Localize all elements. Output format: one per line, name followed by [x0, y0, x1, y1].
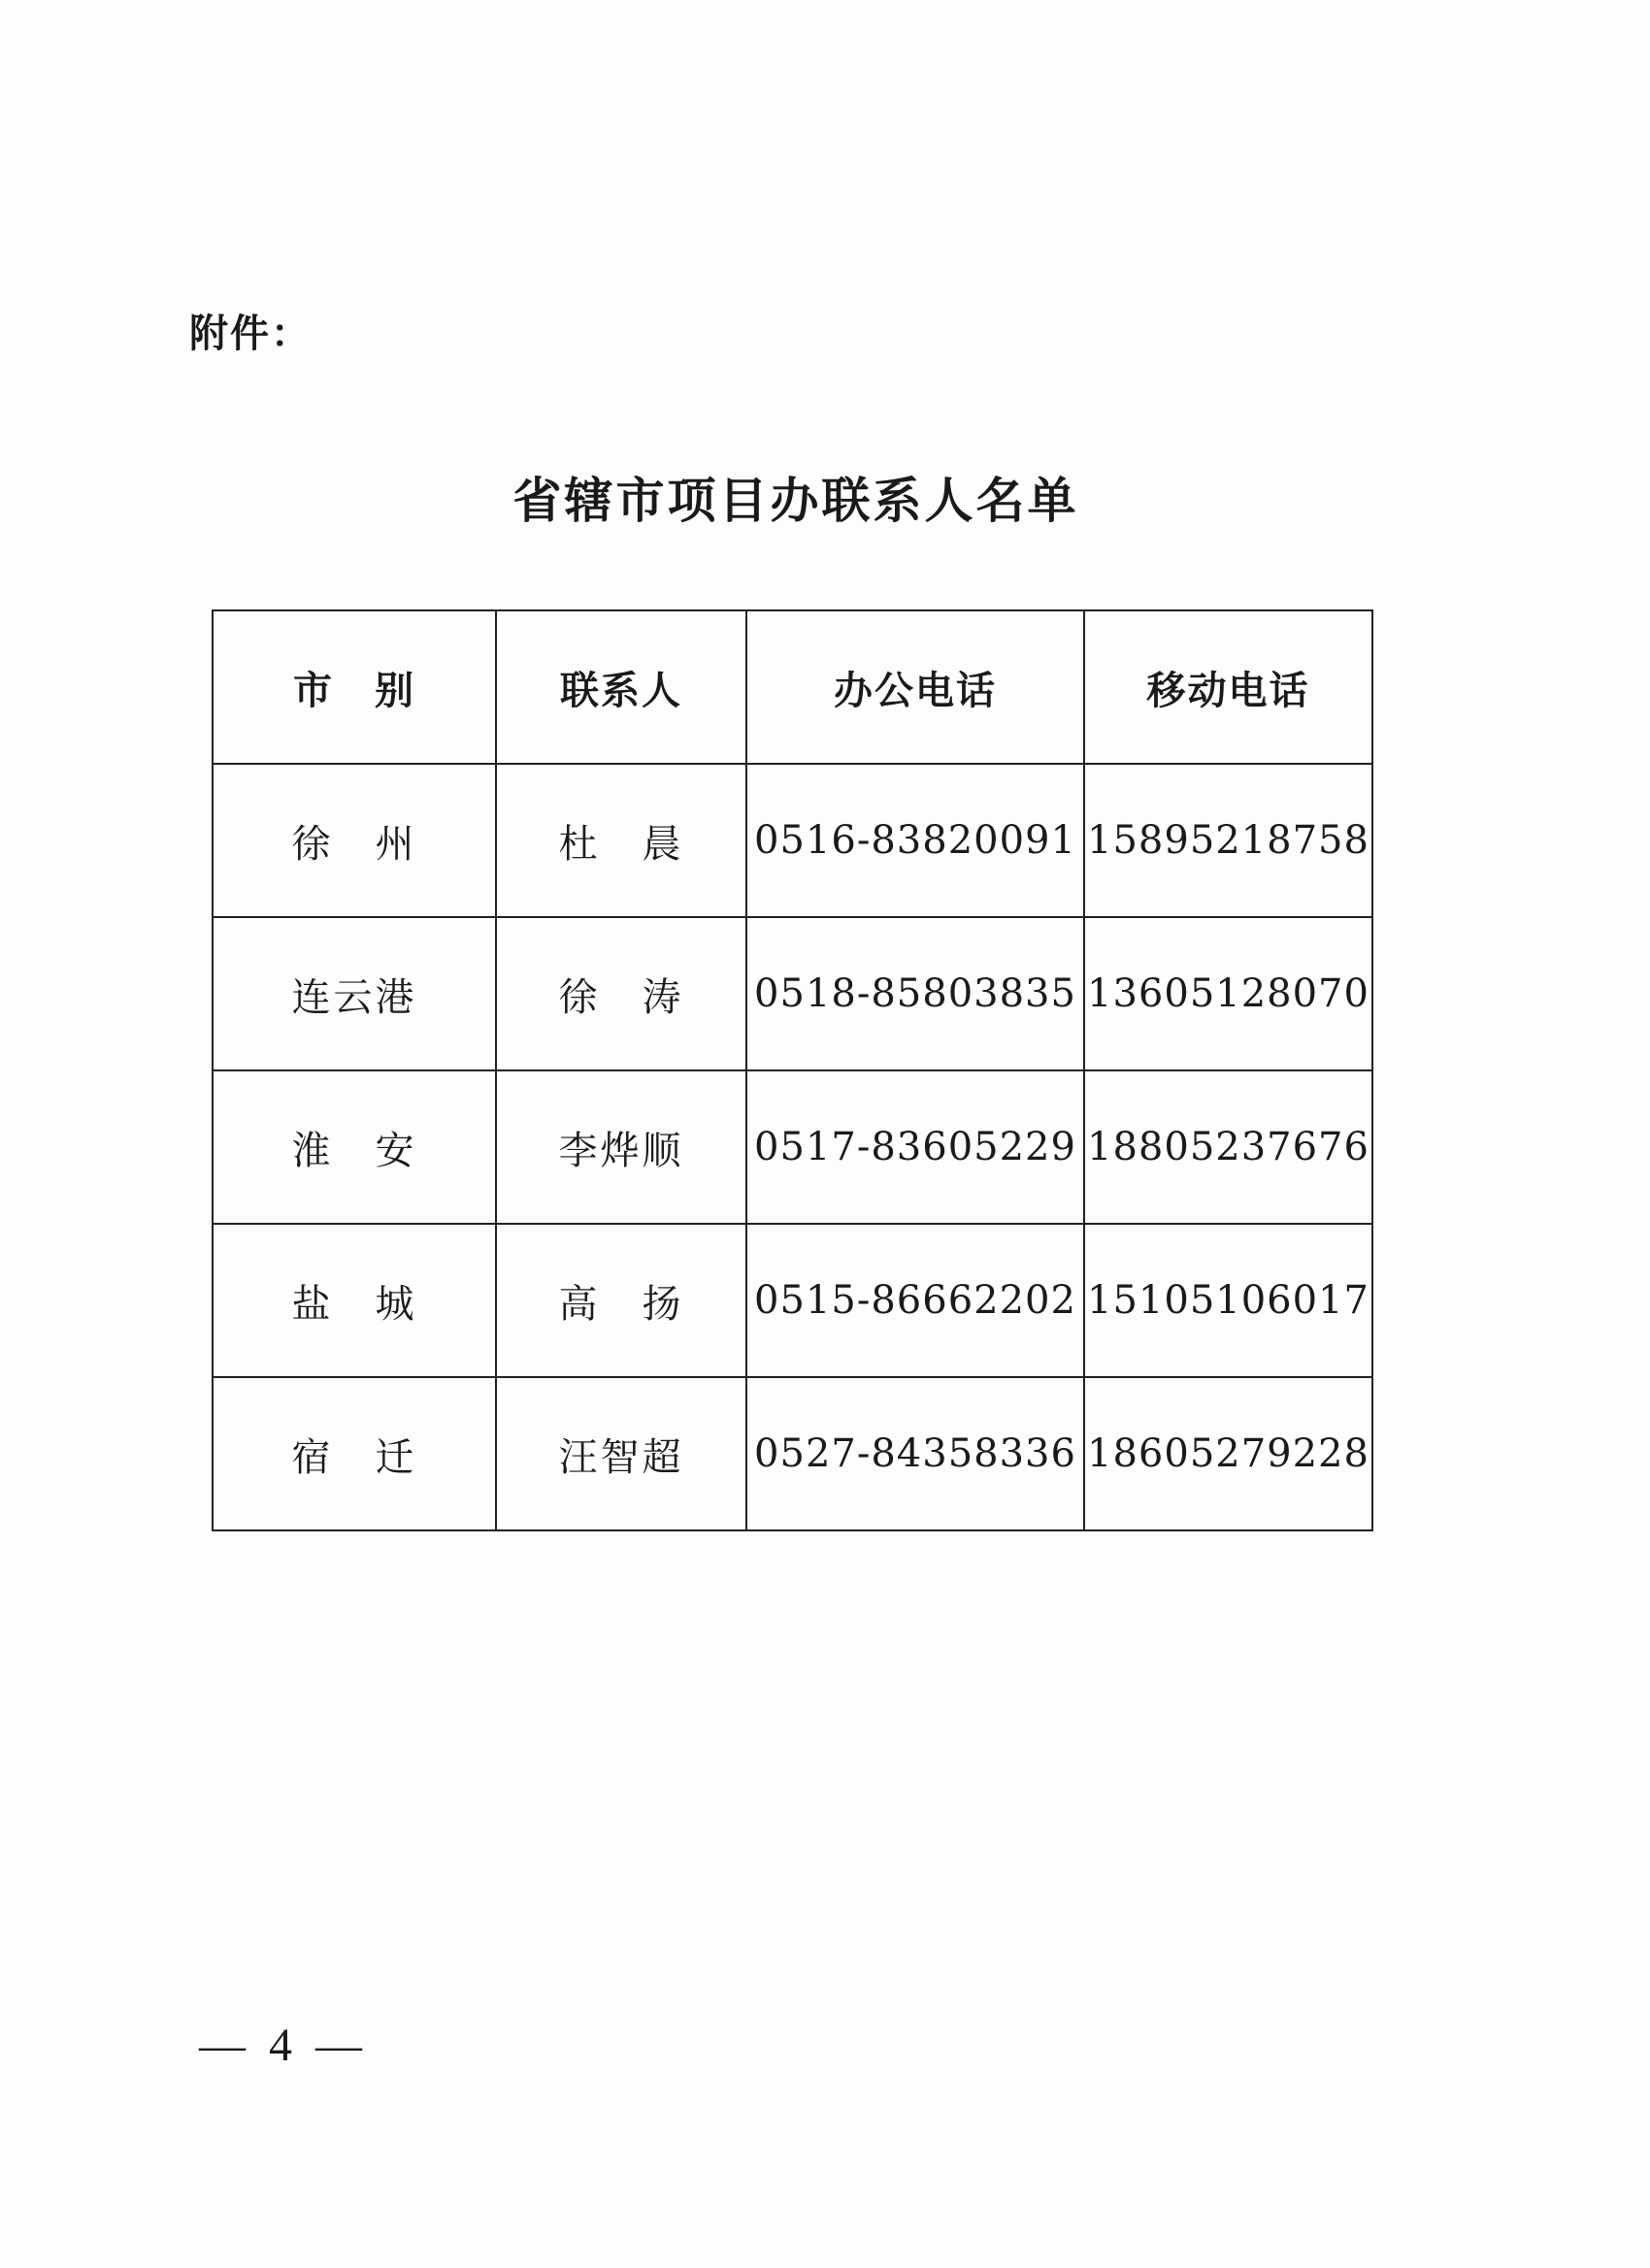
- table-header-row: [213, 610, 1372, 764]
- page-title: 省辖市项目办联系人名单: [512, 472, 1079, 529]
- header-city: 市 别: [213, 610, 496, 764]
- office-phone-cell: 0517-83605229: [746, 1070, 1084, 1224]
- contact-cell: 杜 晨: [496, 764, 746, 917]
- mobile-phone-cell: 13605128070: [1084, 917, 1372, 1070]
- header-mobile-phone: 移动电话: [1084, 610, 1372, 764]
- contact-cell: 汪智超: [496, 1377, 746, 1530]
- city-cell: 徐 州: [213, 764, 496, 917]
- city-cell: 淮 安: [213, 1070, 496, 1224]
- header-contact: 联系人: [496, 610, 746, 764]
- page-number: — 4 —: [199, 2020, 368, 2071]
- contact-cell: 徐 涛: [496, 917, 746, 1070]
- city-cell: 宿 迁: [213, 1377, 496, 1530]
- table-row: [213, 917, 1372, 1070]
- city-cell: 连云港: [213, 917, 496, 1070]
- office-phone-cell: 0516-83820091: [746, 764, 1084, 917]
- table-row: [213, 764, 1372, 917]
- contacts-table-wrapper: [212, 609, 1371, 1531]
- office-phone-cell: 0518-85803835: [746, 917, 1084, 1070]
- office-phone-cell: 0527-84358336: [746, 1377, 1084, 1530]
- contacts-table: [212, 609, 1373, 1531]
- mobile-phone-cell: 15895218758: [1084, 764, 1372, 917]
- mobile-phone-cell: 18805237676: [1084, 1070, 1372, 1224]
- header-office-phone: 办公电话: [746, 610, 1084, 764]
- contact-cell: 李烨顺: [496, 1070, 746, 1224]
- contact-cell: 高 扬: [496, 1224, 746, 1377]
- office-phone-cell: 0515-86662202: [746, 1224, 1084, 1377]
- mobile-phone-cell: 18605279228: [1084, 1377, 1372, 1530]
- mobile-phone-cell: 15105106017: [1084, 1224, 1372, 1377]
- table-row: [213, 1070, 1372, 1224]
- attachment-label: 附件：: [189, 312, 312, 356]
- table-row: [213, 1224, 1372, 1377]
- table-row: [213, 1377, 1372, 1530]
- city-cell: 盐 城: [213, 1224, 496, 1377]
